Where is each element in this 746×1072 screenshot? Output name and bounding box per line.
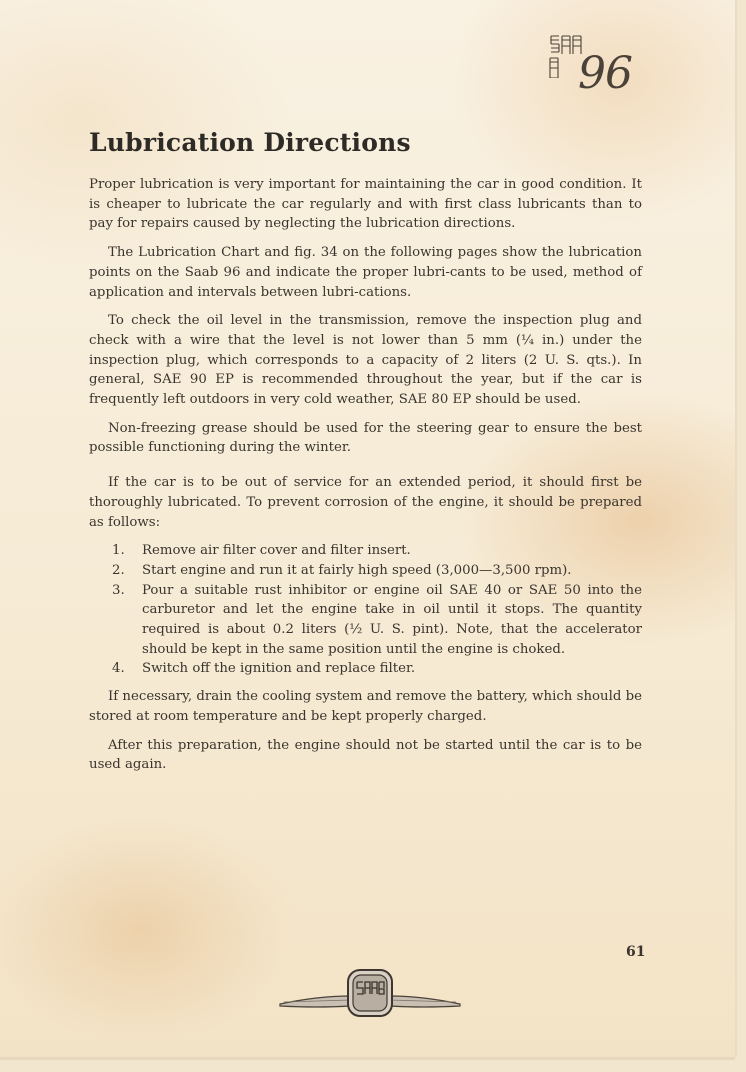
saab-96-logo [548, 30, 634, 104]
list-item [89, 541, 642, 561]
list-item [89, 561, 642, 581]
storage-steps-list [89, 541, 642, 679]
paragraph-restart: After this preparation, the engine should not be started until the car is to be used again. [89, 737, 642, 773]
step-number: 2. [112, 562, 125, 578]
list-item [89, 581, 642, 660]
step-text: Start engine and run it at fairly high speed (3,000—3,500 rpm). [142, 562, 572, 578]
step-text: Switch off the ignition and replace filter. [142, 661, 416, 677]
saab-emblem-icon [278, 966, 462, 1020]
step-number: 1. [112, 543, 125, 559]
model-number: 96 [578, 48, 632, 99]
paragraph-chart: The Lubrication Chart and fig. 34 on the following pages show the lubrication points on the Saab 96 and indicate the proper lubri-cants to be used, method of application and intervals between lubri-cations. [89, 245, 642, 300]
step-number: 3. [112, 582, 125, 598]
list-item [89, 659, 642, 679]
paragraph-storage: If the car is to be out of service for an extended period, it should first be thoroughly lubricated. To prevent corrosion of the engine, it should be prepared as follows: [89, 475, 642, 530]
step-text: Pour a suitable rust inhibitor or engine oil SAE 40 or SAE 50 into the carburetor and let the engine take in oil until it stops. The quantity required is about 0.2 liters (½ U. S. pint). Note, that the accelerator should be kept in the same position until the engine is choked. [142, 582, 642, 657]
page-number: 61 [626, 944, 646, 960]
step-text: Remove air filter cover and filter insert. [142, 543, 411, 559]
body-text [89, 175, 642, 784]
page-title: Lubrication Directions [89, 128, 411, 157]
paragraph-steering: Non-freezing grease should be used for the steering gear to ensure the best possible functioning during the winter. [89, 420, 642, 456]
paragraph-transmission: To check the oil level in the transmission, remove the inspection plug and check with a wire that the level is not lower than 5 mm (¼ in.) under the inspection plug, which corresponds to a capacity of 2 liters (2 U. S. qts.). In general, SAE 90 EP is recommended throughout the year, but if the car is frequently left outdoors in very cold weather, SAE 80 EP should be used. [89, 313, 642, 408]
step-number: 4. [112, 661, 125, 677]
paragraph-cooling: If necessary, drain the cooling system and remove the battery, which should be stored at room temperature and be kept properly charged. [89, 689, 642, 724]
paragraph-intro: Proper lubrication is very important for maintaining the car in good condition. It is cheaper to lubricate the car regularly and with first class lubricants than to pay for repairs caused by neglecting the lubrication directions. [89, 177, 642, 232]
